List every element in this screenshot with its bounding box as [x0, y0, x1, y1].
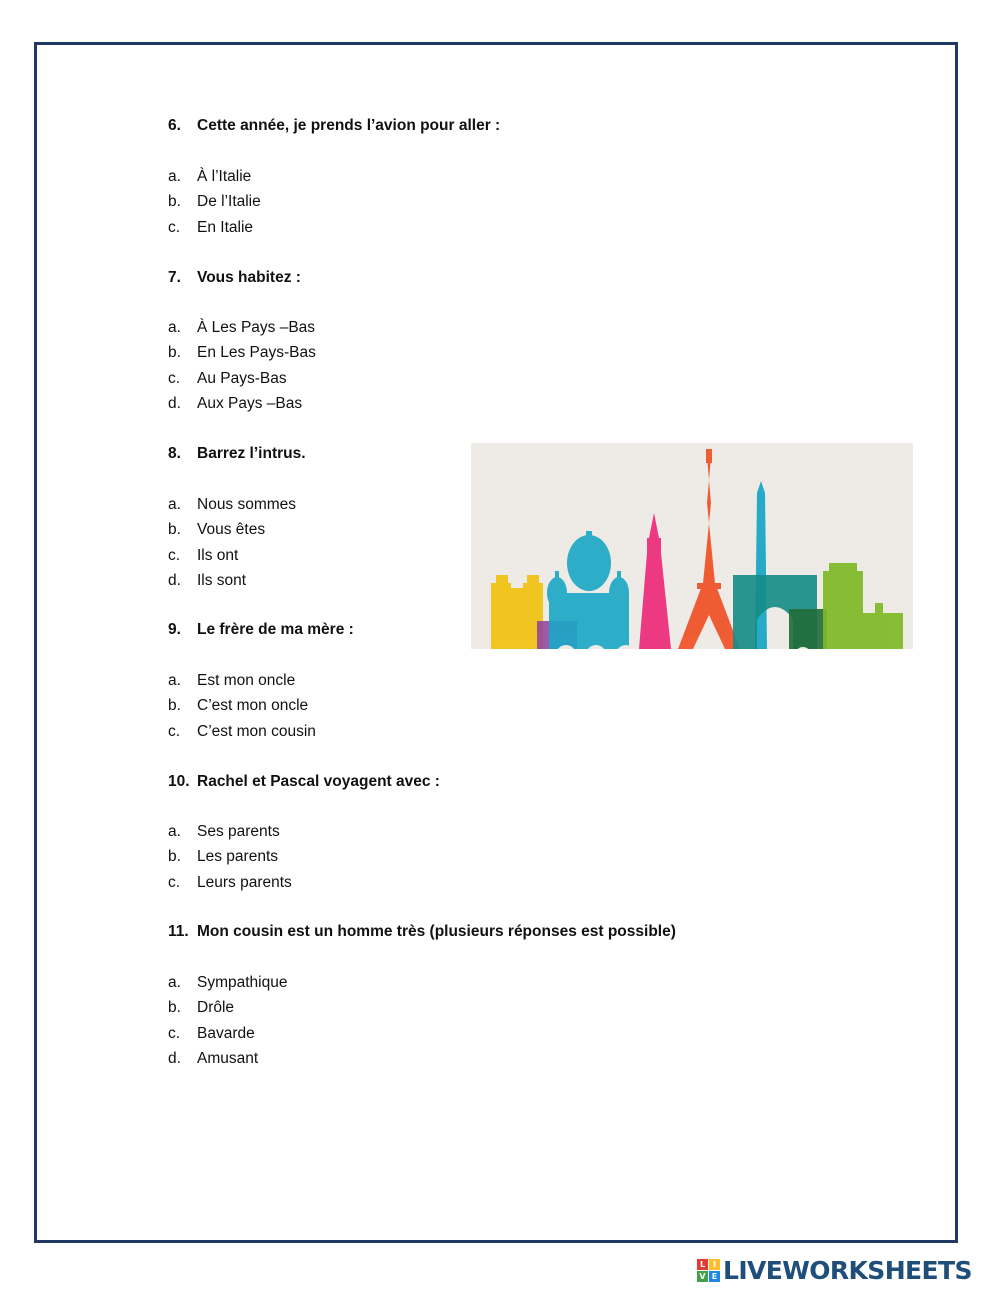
notre-dame-shape: [491, 575, 543, 649]
logo-tiles: [697, 1259, 720, 1282]
paris-skyline-svg: [471, 443, 913, 649]
option-9b[interactable]: b. C’est mon oncle: [168, 697, 309, 715]
question-6: 6. Cette année, je prends l’avion pour aller :: [168, 117, 501, 134]
options-question-9: [168, 668, 316, 744]
option-10a[interactable]: a. Ses parents: [168, 823, 280, 840]
option-8c[interactable]: c. Ils ont: [168, 546, 239, 564]
liveworksheets-logo: [697, 1253, 972, 1287]
option-7b[interactable]: b. En Les Pays-Bas: [168, 344, 316, 362]
question-10: 10. Rachel et Pascal voyagent avec :: [168, 773, 440, 790]
question-7: 7. Vous habitez :: [168, 269, 301, 286]
options-question-6: [168, 164, 261, 240]
option-11d[interactable]: d. Amusant: [168, 1049, 259, 1067]
option-6c[interactable]: c. En Italie: [168, 218, 254, 236]
option-11b[interactable]: b. Drôle: [168, 999, 235, 1017]
logo-text: LIVEWORKSHEETS: [723, 1255, 972, 1285]
question-9: 9. Le frère de ma mère :: [168, 621, 354, 638]
eiffel-tower-shape: [678, 449, 740, 649]
paris-skyline-image: [471, 443, 913, 649]
dark-green-building-shape: [789, 609, 827, 649]
option-8a[interactable]: a. Nous sommes: [168, 496, 297, 513]
column-shape: [639, 513, 671, 649]
sacre-coeur-shape: [547, 531, 629, 649]
option-9a[interactable]: a. Est mon oncle: [168, 672, 296, 689]
logo-tile-v: V: [697, 1271, 708, 1282]
options-question-10: [168, 819, 292, 895]
option-11c[interactable]: c. Bavarde: [168, 1024, 255, 1042]
green-building-shape: [823, 563, 903, 649]
option-7d[interactable]: d. Aux Pays –Bas: [168, 394, 303, 412]
options-question-8: [168, 492, 296, 593]
option-11a[interactable]: a. Sympathique: [168, 974, 288, 991]
option-7a[interactable]: a. À Les Pays –Bas: [168, 319, 316, 336]
logo-tile-i: I: [709, 1259, 720, 1270]
option-6b[interactable]: b. De l’Italie: [168, 193, 261, 211]
options-question-7: [168, 315, 316, 416]
option-9c[interactable]: c. C’est mon cousin: [168, 722, 316, 740]
option-6a[interactable]: a. À l’Italie: [168, 168, 252, 185]
option-8d[interactable]: d. Ils sont: [168, 571, 247, 589]
logo-tile-e: E: [709, 1271, 720, 1282]
question-11: 11. Mon cousin est un homme très (plusieurs réponses est possible): [168, 923, 676, 940]
option-10c[interactable]: c. Leurs parents: [168, 873, 292, 891]
option-10b[interactable]: b. Les parents: [168, 848, 278, 866]
option-7c[interactable]: c. Au Pays-Bas: [168, 369, 287, 387]
options-question-11: [168, 970, 287, 1071]
logo-tile-l: L: [697, 1259, 708, 1270]
option-8b[interactable]: b. Vous êtes: [168, 521, 266, 539]
question-8: 8. Barrez l’intrus.: [168, 445, 306, 462]
